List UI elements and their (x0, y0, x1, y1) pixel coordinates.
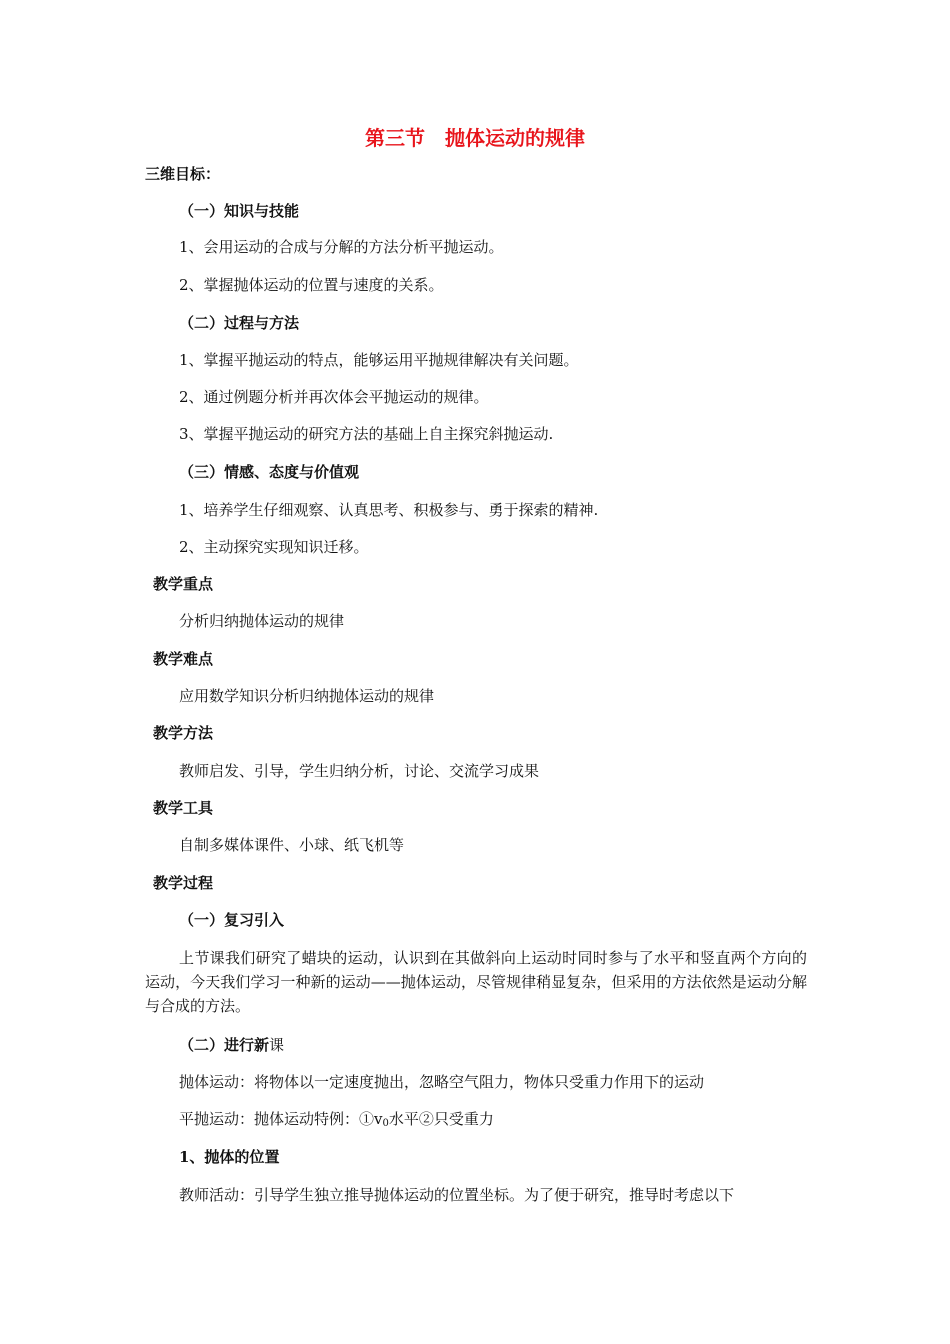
emotion-item: 2、主动探究实现知识迁移。 (179, 538, 369, 556)
new-lesson-heading-normal: 课 (269, 1036, 285, 1054)
projectile-definition: 抛体运动：将物体以一定速度抛出，忽略空气阻力，物体只受重力作用下的运动 (179, 1073, 705, 1091)
new-lesson-heading (179, 1035, 284, 1055)
method-text: 教师启发、引导，学生归纳分析，讨论、交流学习成果 (179, 762, 540, 780)
position-heading: 1、抛体的位置 (179, 1148, 280, 1166)
tools-text: 自制多媒体课件、小球、纸飞机等 (179, 836, 405, 854)
process-method-heading: （二）过程与方法 (179, 314, 300, 332)
flat-throw-prefix: 平抛运动：抛体运动特例：①v (179, 1110, 383, 1128)
knowledge-heading: （一）知识与技能 (179, 202, 300, 220)
process-item: 3、掌握平抛运动的研究方法的基础上自主探究斜抛运动. (179, 425, 554, 443)
key-point-text: 分析归纳抛体运动的规律 (179, 612, 345, 630)
flat-throw-definition (179, 1109, 494, 1129)
new-lesson-heading-bold: （二）进行新 (179, 1036, 270, 1054)
flat-throw-suffix: 水平②只受重力 (388, 1110, 494, 1128)
tools-heading: 教学工具 (153, 799, 214, 817)
flat-throw-subscript: 0 (382, 1118, 389, 1129)
process-item: 1、掌握平抛运动的特点，能够运用平抛规律解决有关问题。 (179, 351, 579, 369)
method-heading: 教学方法 (153, 724, 214, 742)
process-item: 2、通过例题分析并再次体会平抛运动的规律。 (179, 388, 489, 406)
knowledge-item: 1、会用运动的合成与分解的方法分析平抛运动。 (179, 238, 504, 256)
teaching-process-heading: 教学过程 (153, 874, 214, 892)
page-title: 第三节 抛体运动的规律 (365, 126, 585, 150)
emotion-heading: （三）情感、态度与价值观 (179, 463, 360, 481)
review-paragraph: 上节课我们研究了蜡块的运动，认识到在其做斜向上运动时同时参与了水平和竖直两个方向的运动，今天我们学习一种新的运动——抛体运动，尽管规律稍显复杂，但采用的方法依然是运动分解与合成的方法。 (145, 949, 807, 1015)
review-heading: （一）复习引入 (179, 911, 285, 929)
objectives-heading: 三维目标： (145, 165, 221, 183)
difficulty-heading: 教学难点 (153, 650, 214, 668)
emotion-item: 1、培养学生仔细观察、认真思考、积极参与、勇于探索的精神. (179, 501, 599, 519)
difficulty-text: 应用数学知识分析归纳抛体运动的规律 (179, 687, 435, 705)
teacher-activity-text: 教师活动：引导学生独立推导抛体运动的位置坐标。为了便于研究，推导时考虑以下 (179, 1186, 735, 1204)
knowledge-item: 2、掌握抛体运动的位置与速度的关系。 (179, 276, 444, 294)
key-point-heading: 教学重点 (153, 575, 214, 593)
